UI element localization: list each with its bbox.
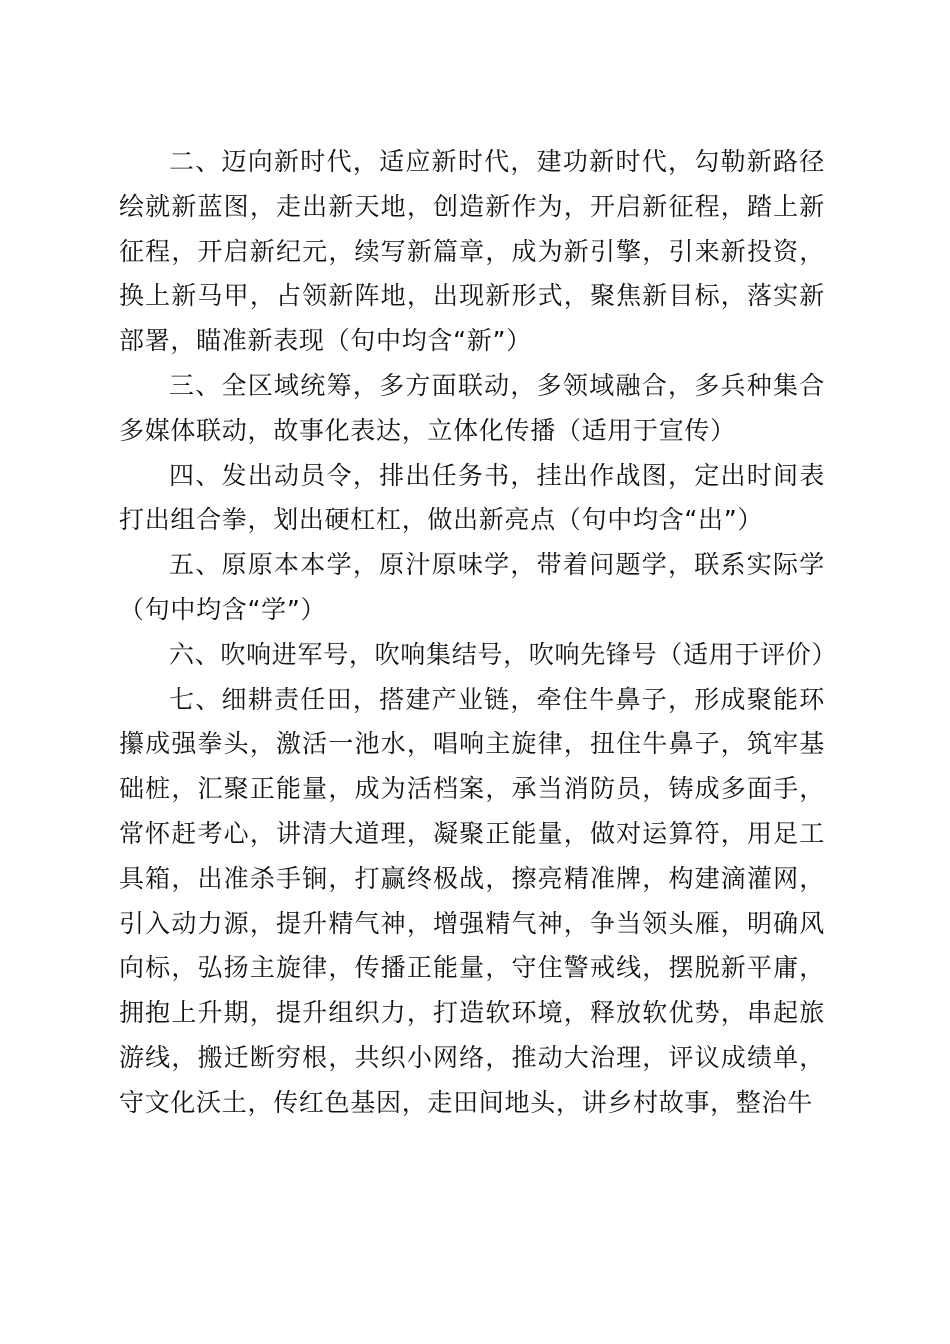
document-body bbox=[119, 140, 838, 1126]
paragraph-publicity: 三、全区域统筹，多方面联动，多领域融合，多兵种集合多媒体联动，故事化表达，立体化传播（适用于宣传） bbox=[119, 370, 825, 445]
paragraph-chu: 四、发出动员令，排出任务书，挂出作战图，定出时间表打出组合拳，划出硬杠杠，做出新亮点（句中均含“出”） bbox=[119, 460, 825, 535]
paragraph-new-era: 二、迈向新时代，适应新时代，建功新时代，勾勒新路径绘就新蓝图，走出新天地，创造新作为，开启新征程，踏上新征程，开启新纪元，续写新篇章，成为新引擎，引来新投资，换上新马甲，占领新阵地，出现新形式，聚焦新目标，落实新部署，瞄准新表现（句中均含“新”） bbox=[119, 147, 825, 356]
paragraph-xue: 五、原原本本学，原汁原味学，带着问题学，联系实际学（句中均含“学”） bbox=[119, 550, 825, 624]
paragraph-evaluation: 六、吹响进军号，吹响集结号，吹响先锋号（适用于评价） bbox=[169, 639, 838, 669]
paragraph-phrases: 七、细耕责任田，搭建产业链，牵住牛鼻子，形成聚能环攥成强拳头，激活一池水，唱响主旋律，扭住牛鼻子，筑牢基础桩，汇聚正能量，成为活档案，承当消防员，铸成多面手，常怀赶考心，讲清大道理，凝聚正能量，做对运算符，用足工具箱，出准杀手锏，打赢终极战，擦亮精准牌，构建滴灌网，引入动力源，提升精气神，增强精气神，争当领头雁，明确风向标，弘扬主旋律，传播正能量，守住警戒线，摆脱新平庸，拥抱上升期，提升组织力，打造软环境，释放软优势，串起旅游线，搬迁断穷根，共织小网络，推动大治理，评议成绩单，守文化沃土，传红色基因，走田间地头，讲乡村故事，整治牛 bbox=[119, 684, 825, 1117]
